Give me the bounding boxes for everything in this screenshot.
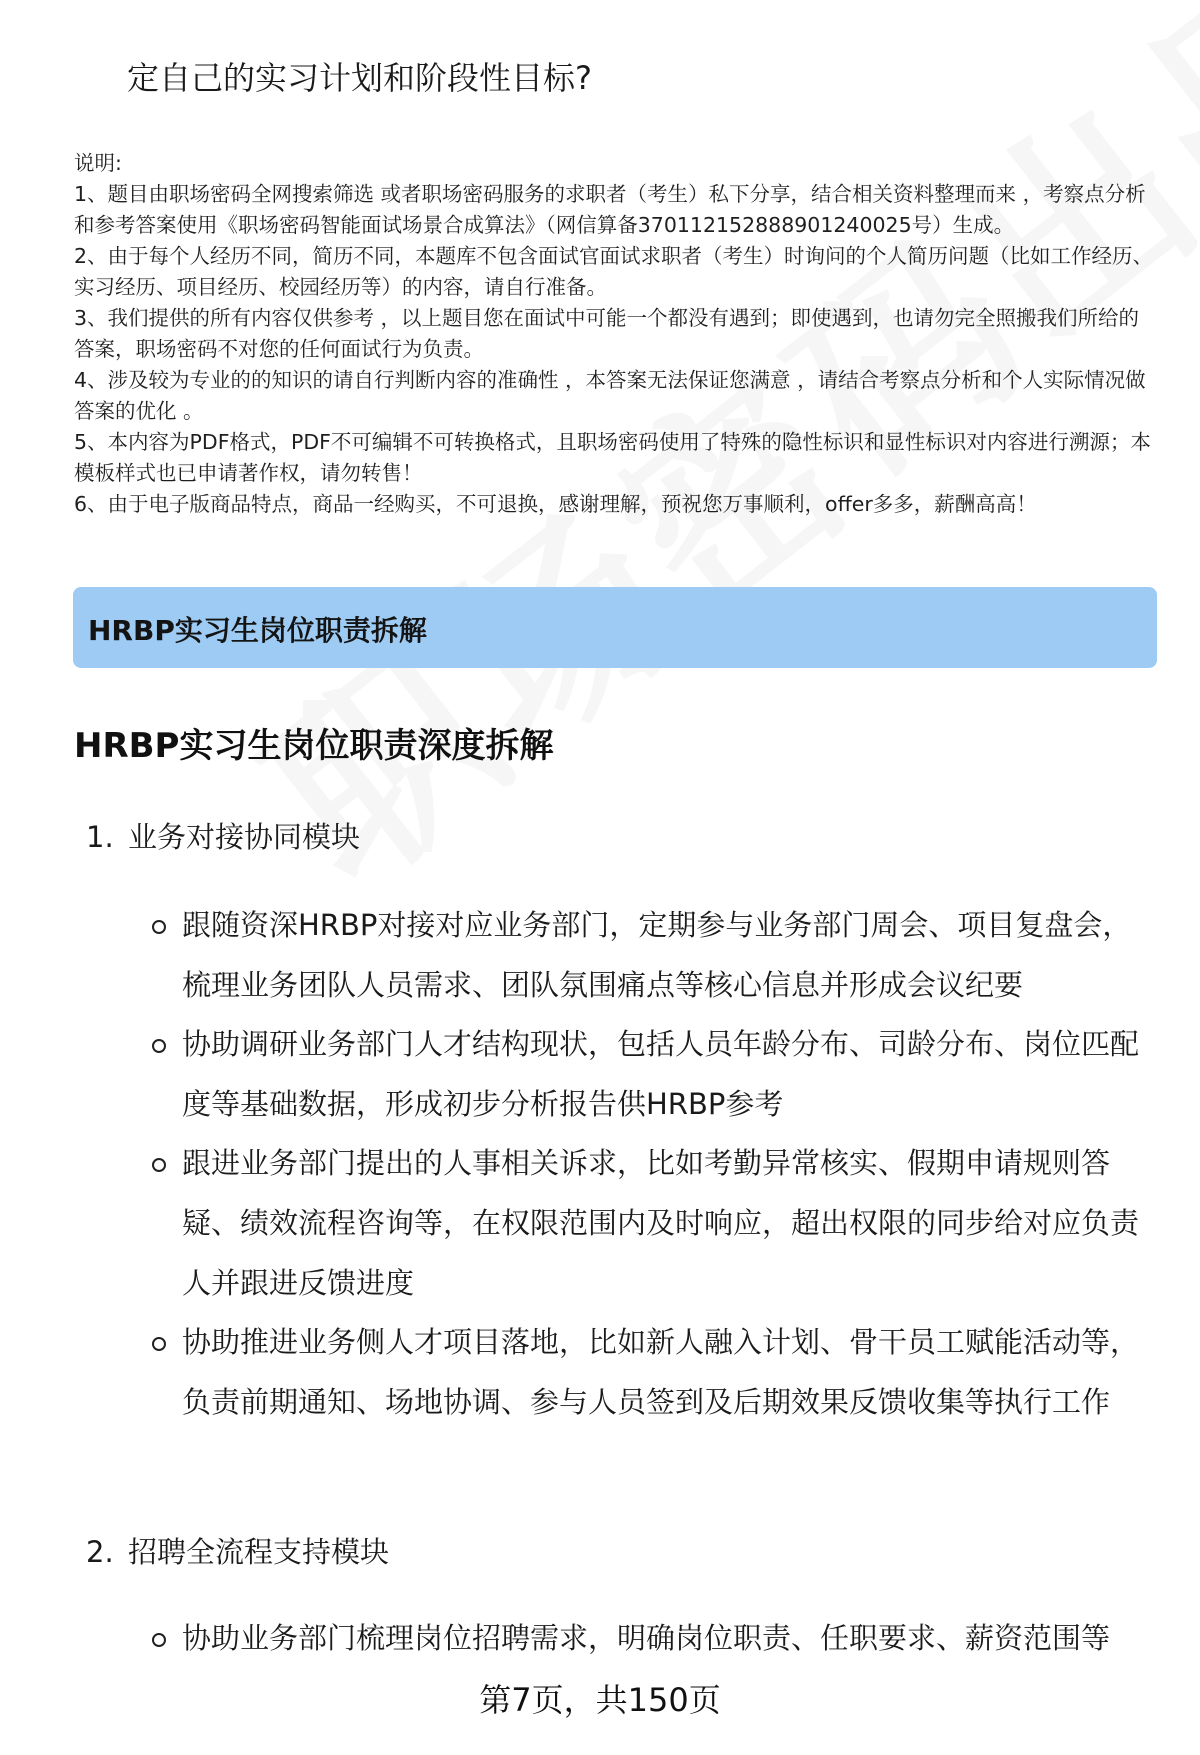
list-item [182,1133,1142,1313]
module-heading [86,1530,389,1571]
note-item: 3、我们提供的所有内容仅供参考 ，以上题目您在面试中可能一个都没有遇到；即使遇到，也请勿完全照搬我们所给的答案，职场密码不对您的任何面试行为负责。 [74,306,1140,361]
list-item-text: 协助调研业务部门人才结构现状，包括人员年龄分布、司龄分布、岗位匹配度等基础数据，形成初步分析报告供HRBP参考 [182,1027,1140,1121]
list-item [182,1312,1142,1432]
list-item [182,1014,1142,1134]
note-item: 6、由于电子版商品特点，商品一经购买，不可退换，感谢理解，预祝您万事顺利，offer多多，薪酬高高！ [74,492,1037,516]
bullet-circle-icon [152,920,166,934]
section-title: HRBP实习生岗位职责深度拆解 [74,726,554,766]
module-number: 2. [86,1535,114,1569]
section-banner [73,587,1157,668]
module-title: 招聘全流程支持模块 [128,1535,390,1569]
notes-block [74,148,1154,520]
module-number: 1. [86,820,114,854]
module-heading [86,815,360,856]
list-item-text: 跟进业务部门提出的人事相关诉求，比如考勤异常核实、假期申请规则答疑、绩效流程咨询等，在权限范围内及时响应，超出权限的同步给对应负责人并跟进反馈进度 [182,1146,1140,1300]
note-item: 4、涉及较为专业的的知识的请自行判断内容的准确性 ，本答案无法保证您满意 ，请结合考察点分析和个人实际情况做答案的优化 。 [74,368,1146,423]
bullet-circle-icon [152,1337,166,1351]
list-item-text: 协助推进业务侧人才项目落地，比如新人融入计划、骨干员工赋能活动等，负责前期通知、场地协调、参与人员签到及后期效果反馈收集等执行工作 [182,1325,1140,1419]
bullet-circle-icon [152,1039,166,1053]
bullet-circle-icon [152,1633,166,1647]
note-item: 1、题目由职场密码全网搜索筛选 或者职场密码服务的求职者（考生）私下分享，结合相关资料整理而来 ，考察点分析和参考答案使用《职场密码智能面试场景合成算法》（网信算备370112152888901240025号）生成。 [74,182,1146,237]
list-item-text: 跟随资深HRBP对接对应业务部门，定期参与业务部门周会、项目复盘会，梳理业务团队人员需求、团队氛围痛点等核心信息并形成会议纪要 [182,908,1132,1002]
note-item: 5、本内容为PDF格式，PDF不可编辑不可转换格式，且职场密码使用了特殊的隐性标识和显性标识对内容进行溯源；本模板样式也已申请著作权，请勿转售！ [74,430,1151,485]
notes-heading: 说明: [74,151,122,175]
module-title: 业务对接协同模块 [128,820,361,854]
note-item: 2、由于每个人经历不同，简历不同，本题库不包含面试官面试求职者（考生）时询问的个人简历问题（比如工作经历、实习经历、项目经历、校园经历等）的内容，请自行准备。 [74,244,1154,299]
question-text: 定自己的实习计划和阶段性目标? [127,59,592,97]
banner-title: HRBP实习生岗位职责拆解 [88,614,427,647]
list-item [182,895,1142,1015]
bullet-circle-icon [152,1158,166,1172]
page-number: 第7页，共150页 [479,1681,721,1719]
list-item-text: 协助业务部门梳理岗位招聘需求，明确岗位职责、任职要求、薪资范围等 [182,1621,1111,1655]
list-item [182,1608,1142,1668]
